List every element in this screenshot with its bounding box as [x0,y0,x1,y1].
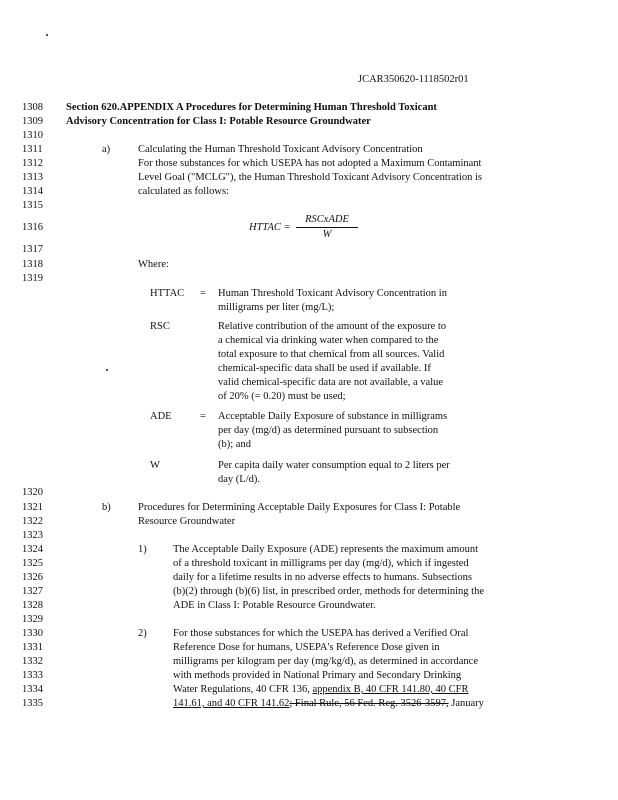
line-number: 1329 [22,614,43,625]
subsection-label-a: a) [102,144,111,155]
item-2-line: Reference Dose for humans, USEPA's Reference Dose given in [173,642,440,653]
subsection-a-line: Calculating the Human Threshold Toxicant Advisory Concentration [138,144,423,155]
definition-text: chemical-specific data shall be used if available. If [218,363,431,374]
line-number: 1327 [22,586,43,597]
item-2-line: with methods provided in National Primary and Secondary Drinking [173,670,462,681]
inserted-text: appendix B, 40 CFR 141.80, 40 CFR [312,684,469,695]
document-id: JCAR350620-1118502r01 [358,74,469,85]
line-number: 1325 [22,558,43,569]
definition-text: day (L/d). [218,474,260,485]
definition-text: Acceptable Daily Exposure of substance in milligrams [218,411,448,422]
line-number: 1311 [22,144,43,155]
formula-lhs: HTTAC = [249,222,291,233]
subsection-b-line: Procedures for Determining Acceptable Daily Exposures for Class I: Potable [138,502,461,513]
line-number: 1334 [22,684,43,695]
line-number: 1324 [22,544,43,555]
definition-term: W [150,460,160,471]
line-number: 1335 [22,698,43,709]
line-number: 1331 [22,642,43,653]
definition-text: total exposure to that chemical from all sources. Valid [218,349,445,360]
definition-text: milligrams per liter (mg/L); [218,302,335,313]
definition-text: a chemical via drinking water when compared to the [218,335,439,346]
line-number: 1318 [22,259,43,270]
line-number: 1315 [22,200,43,211]
line-number: 1314 [22,186,43,197]
subsection-label-b: b) [102,502,111,513]
definition-term: ADE [150,411,172,422]
definition-text: Human Threshold Toxicant Advisory Concentration in [218,288,447,299]
section-title-line-1: Section 620.APPENDIX A Procedures for Determining Human Threshold Toxicant [66,102,437,113]
subsection-a-line: calculated as follows: [138,186,229,197]
item-2-line: milligrams per kilogram per day (mg/kg/d), as determined in accordance [173,656,478,667]
item-1-line: The Acceptable Daily Exposure (ADE) represents the maximum amount [173,544,478,555]
definition-term: RSC [150,321,170,332]
item-2-line-6 [173,698,484,710]
line-number: 1321 [22,502,43,513]
line-number: 1308 [22,102,43,113]
subsection-b-line: Resource Groundwater [138,516,236,527]
inserted-text: 141.61, and 40 CFR 141.62 [173,698,290,709]
scan-speck [46,34,48,36]
line-number: 1310 [22,130,43,141]
definition-text: Relative contribution of the amount of the exposure to [218,321,447,332]
definition-equals: = [200,288,206,299]
item-1-line: ADE in Class I: Potable Resource Groundwater. [173,600,376,611]
line-number: 1328 [22,600,43,611]
item-label-2: 2) [138,628,147,639]
line-number: 1313 [22,172,43,183]
formula-fraction [296,214,358,241]
definition-text: valid chemical-specific data are not available, a value [218,377,444,388]
section-title-line-2: Advisory Concentration for Class I: Potable Resource Groundwater [66,116,371,127]
fraction-bar [296,227,358,228]
item-label-1: 1) [138,544,147,555]
definition-text: (b); and [218,439,251,450]
item-2-line: For those substances for which the USEPA has derived a Verified Oral [173,628,469,639]
line-number: 1326 [22,572,43,583]
item-1-line: of a threshold toxicant in milligrams per day (mg/d), which if ingested [173,558,469,569]
item-1-line: daily for a lifetime results in no adverse effects to humans. Subsections [173,572,472,583]
line-number: 1316 [22,222,43,233]
line-number: 1332 [22,656,43,667]
definition-term: HTTAC [150,288,185,299]
item-2-line-5 [173,684,469,696]
line-number: 1312 [22,158,43,169]
formula-numerator: RSCxADE [305,214,349,225]
definition-text: per day (mg/d) as determined pursuant to subsection [218,425,439,436]
subsection-a-line: For those substances for which USEPA has not adopted a Maximum Contaminant [138,158,482,169]
definition-equals: = [200,411,206,422]
line-number: 1330 [22,628,43,639]
line-number: 1319 [22,273,43,284]
line-number: 1309 [22,116,43,127]
where-label: Where: [138,259,169,270]
item-1-line: (b)(2) through (b)(6) list, in prescribed order, methods for determining the [173,586,484,597]
subsection-a-line: Level Goal ("MCLG"), the Human Threshold Toxicant Advisory Concentration is [138,172,482,183]
formula-denominator: W [322,229,332,240]
line-number: 1317 [22,244,43,255]
definition-text: of 20% (= 0.20) must be used; [218,391,346,402]
definition-text: Per capita daily water consumption equal to 2 liters per [218,460,450,471]
deleted-text: ; Final Rule, 56 Fed. Reg. 3526-3597, [289,698,449,709]
scan-speck [106,369,108,371]
plain-text: January [448,698,484,709]
line-number: 1320 [22,487,43,498]
plain-text: Water Regulations, 40 CFR 136, [173,684,313,695]
line-number: 1333 [22,670,43,681]
line-number: 1322 [22,516,43,527]
line-number: 1323 [22,530,43,541]
